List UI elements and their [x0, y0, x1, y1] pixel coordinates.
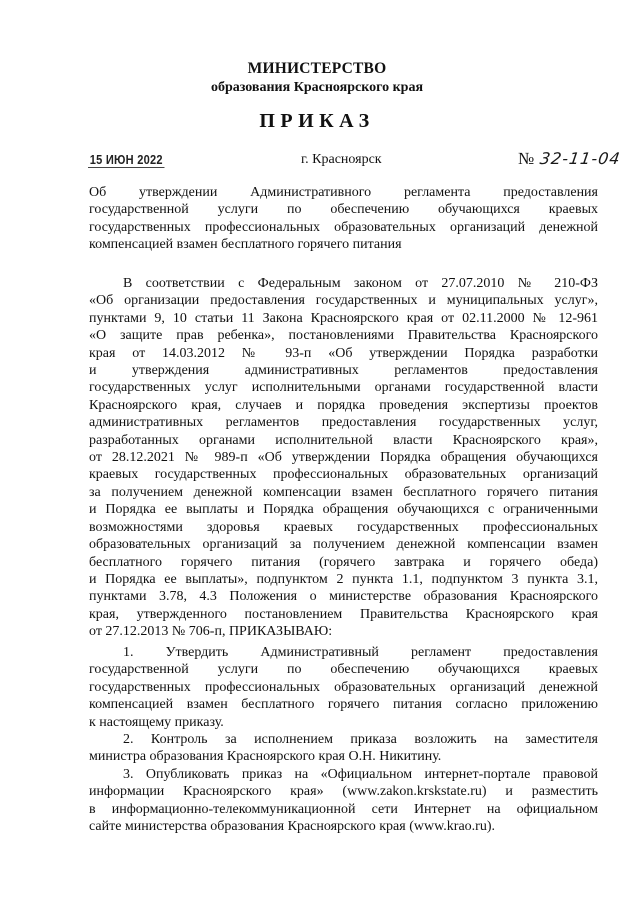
title-line: компенсацией взамен бесплатного горячего питания: [89, 237, 402, 253]
preamble-line: образовательных организаций за получением денежной компенсации взамен: [89, 537, 598, 553]
preamble-line: краевых государственных профессиональных образовательных организаций: [89, 467, 598, 483]
preamble: [89, 275, 598, 641]
order-number: [518, 149, 621, 169]
preamble-line: за получением денежной компенсации взамен бесплатного горячего питания: [89, 484, 598, 500]
ministry-title: МИНИСТЕРСТВО: [247, 60, 387, 77]
title-line: государственных профессиональных образовательных организаций денежной: [89, 219, 598, 235]
number-sign: №: [518, 149, 535, 168]
preamble-line: от 28.12.2021 № 989-п «Об утверждении Порядка обращения обучающихся: [89, 450, 598, 466]
title-line: Об утверждении Административного регламента предоставления: [89, 185, 598, 200]
date-city-number-line: [88, 149, 623, 174]
city: г. Красноярск: [301, 152, 382, 167]
preamble-line: Красноярского края, случаев и порядка проведения экспертизы проектов: [89, 397, 598, 413]
document-type: ПРИКАЗ: [259, 110, 375, 132]
preamble-line: возможностями здоровья краевых государственных профессиональных: [89, 519, 598, 535]
item-line: информации Красноярского края» (www.zakon.krskstate.ru) и разместить: [89, 784, 598, 800]
item-line: в информационно-телекоммуникационной сети Интернет на официальном: [89, 801, 598, 817]
item-line: 3. Опубликовать приказ на «Официальном интернет-портале правовой: [123, 767, 598, 782]
preamble-line: и Порядка ее выплаты и Порядка обращения обучающихся с ограниченными: [89, 502, 598, 518]
item-2: [89, 731, 598, 766]
preamble-line: В соответствии с Федеральным законом от 27.07.2010 № 210-ФЗ: [123, 276, 598, 291]
item-1: [89, 644, 598, 731]
item-line: министра образования Красноярского края О.Н. Никитину.: [89, 749, 442, 765]
order-title: [89, 184, 598, 254]
item-line: к настоящему приказу.: [89, 714, 224, 730]
preamble-line: края от 14.03.2012 № 93-п «Об утверждении Порядка разработки: [89, 345, 598, 361]
item-line: сайте министерства образования Красноярского края (www.krao.ru).: [89, 819, 495, 835]
item-line: государственной услуги по обеспечению обучающихся краевых: [89, 662, 598, 678]
preamble-line: и утверждения административных регламентов предоставления: [89, 363, 598, 379]
preamble-line: от 27.12.2013 № 706-п, ПРИКАЗЫВАЮ:: [89, 624, 333, 640]
preamble-line: бесплатного горячего питания (горячего завтрака и горячего обеда): [89, 554, 598, 570]
preamble-line: государственных услуг исполнительными органами государственной власти: [89, 380, 598, 396]
date-stamp: 15 ИЮН 2022: [89, 152, 163, 167]
item-line: государственных профессиональных образовательных организаций денежной: [89, 679, 598, 695]
item-line: 1. Утвердить Административный регламент предоставления: [123, 645, 598, 660]
item-line: компенсацией взамен бесплатного горячего питания согласно приложению: [89, 697, 598, 713]
preamble-line: края, утвержденного постановлением Правительства Красноярского края: [89, 606, 598, 622]
preamble-line: «Об организации предоставления государственных и муниципальных услуг»,: [89, 293, 598, 309]
ministry-subtitle: образования Красноярского края: [210, 80, 424, 95]
item-line: 2. Контроль за исполнением приказа возложить на заместителя: [123, 732, 598, 747]
handwritten-number: 32-11-04: [538, 149, 623, 168]
preamble-line: «О защите прав ребенка», постановлениями Правительства Красноярского: [89, 328, 598, 344]
preamble-line: и Порядка ее выплаты», подпунктом 2 пункта 1.1, подпунктом 3 пункта 3.1,: [89, 571, 598, 587]
item-3: [89, 766, 598, 836]
preamble-line: разработанных органами исполнительной власти Красноярского края»,: [89, 432, 598, 448]
preamble-line: административных регламентов предоставления государственных услуг,: [89, 415, 598, 431]
preamble-line: пунктами 9, 10 статьи 11 Закона Красноярского края от 02.11.2000 № 12-961: [89, 310, 598, 326]
title-line: государственной услуги по обеспечению обучающихся краевых: [89, 202, 598, 218]
preamble-line: пунктами 3.78, 4.3 Положения о министерстве образования Красноярского: [89, 589, 598, 605]
